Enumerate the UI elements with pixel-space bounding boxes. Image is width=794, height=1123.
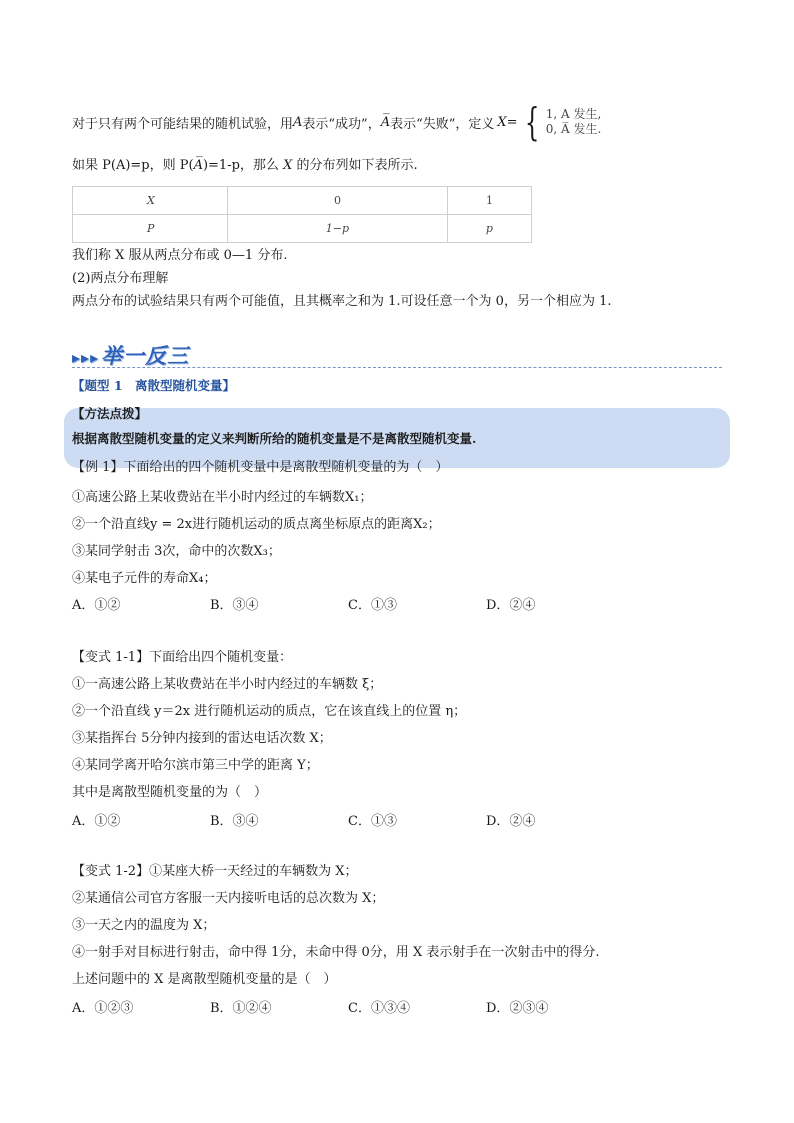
table-cell: P <box>73 215 228 243</box>
left-brace-symbol: { <box>524 100 539 144</box>
definition-mid1: 表示“成功”， <box>302 116 381 132</box>
definition-prefix: 对于只有两个可能结果的随机试验，用 <box>72 116 294 132</box>
list-item: ②一个沿直线 y＝2x 进行随机运动的质点，它在该直线上的位置 η； <box>72 704 467 719</box>
method-text: 根据离散型随机变量的定义来判断所给的随机变量是不是离散型随机变量. <box>72 431 477 446</box>
option-a: A．①② <box>72 814 121 829</box>
list-item: ②一个沿直线y = 2x进行随机运动的质点离坐标原点的距离X₂； <box>72 517 441 532</box>
distribution-table <box>72 186 532 243</box>
arrow-icon: ▸▸▸ <box>72 348 100 367</box>
option-d: D．②③④ <box>486 1001 549 1016</box>
list-item: 其中是离散型随机变量的为（ ） <box>72 785 268 800</box>
variant-1-1-stem: 【变式 1-1】下面给出四个随机变量： <box>72 650 293 665</box>
section-banner <box>72 340 189 370</box>
option-c: C．①③ <box>348 598 397 613</box>
option-b: B．③④ <box>210 598 259 613</box>
option-d: D．②④ <box>486 598 536 613</box>
list-item: ①一高速公路上某收费站在半小时内经过的车辆数 ξ； <box>72 677 383 692</box>
option-a: A．①② <box>72 598 121 613</box>
table-row <box>73 187 532 215</box>
piecewise-cases <box>546 107 602 137</box>
definition-line <box>72 100 602 144</box>
option-a: A．①②③ <box>72 1001 134 1016</box>
type-title: 【题型 1 离散型随机变量】 <box>72 378 236 393</box>
option-c: C．①③ <box>348 814 397 829</box>
distribution-intro-line <box>72 157 418 175</box>
list-item: 上述问题中的 X 是离散型随机变量的是（ ） <box>72 972 337 987</box>
case-1: 1, A 发生, <box>545 107 602 121</box>
if-part2: )=1-p，那么 <box>202 158 279 173</box>
event-a: A <box>293 114 303 130</box>
list-item: ③某同学射击 3次，命中的次数X₃； <box>72 544 281 559</box>
option-c: C．①③④ <box>348 1001 410 1016</box>
variant-1-2-stem: 【变式 1-2】①某座大桥一天经过的车辆数为 X； <box>72 864 358 879</box>
table-cell: 1 <box>447 187 531 215</box>
list-item: ③一天之内的温度为 X； <box>72 918 216 933</box>
example-1-stem: 【例 1】下面给出的四个随机变量中是离散型随机变量的为（ ） <box>72 460 449 475</box>
two-point-explanation: 两点分布的试验结果只有两个可能值，且其概率之和为 1.可设任意一个为 0，另一个相应为 1. <box>72 294 612 309</box>
x-equals: X= <box>497 114 518 130</box>
if-abar: A̅ <box>193 158 203 173</box>
list-item: ④一射手对目标进行射击，命中得 1分，未命中得 0分，用 X 表示射手在一次射击中的得分. <box>72 945 600 960</box>
definition-mid2: 表示“失败”，定义 <box>390 116 495 132</box>
two-point-statement: 我们称 X 服从两点分布或 0—1 分布. <box>72 248 288 263</box>
option-d: D．②④ <box>486 814 536 829</box>
if-part1: 如果 P(A)=p，则 P( <box>72 158 194 173</box>
if-part3: 的分布列如下表所示. <box>296 158 418 173</box>
table-cell: 0 <box>228 187 448 215</box>
table-cell: p <box>447 215 531 243</box>
event-a-bar: A̅ <box>380 114 391 130</box>
table-cell: 1−p <box>228 215 448 243</box>
method-title: 【方法点拨】 <box>72 406 148 421</box>
list-item: ④某同学离开哈尔滨市第三中学的距离 Y； <box>72 758 319 773</box>
banner-title: 举一反三 <box>101 343 190 368</box>
option-b: B．③④ <box>210 814 259 829</box>
list-item: ④某电子元件的寿命X₄； <box>72 571 217 586</box>
if-x: X <box>283 158 293 173</box>
list-item: ②某通信公司官方客服一天内接听电话的总次数为 X； <box>72 891 385 906</box>
dashed-divider <box>72 367 722 368</box>
option-b: B．①②④ <box>210 1001 272 1016</box>
table-row <box>73 215 532 243</box>
case-2: 0, A̅ 发生. <box>545 122 602 136</box>
subheading-two-point: (2)两点分布理解 <box>72 271 169 286</box>
list-item: ①高速公路上某收费站在半小时内经过的车辆数X₁； <box>72 490 373 505</box>
list-item: ③某指挥台 5分钟内接到的雷达电话次数 X； <box>72 731 332 746</box>
table-cell: X <box>73 187 228 215</box>
